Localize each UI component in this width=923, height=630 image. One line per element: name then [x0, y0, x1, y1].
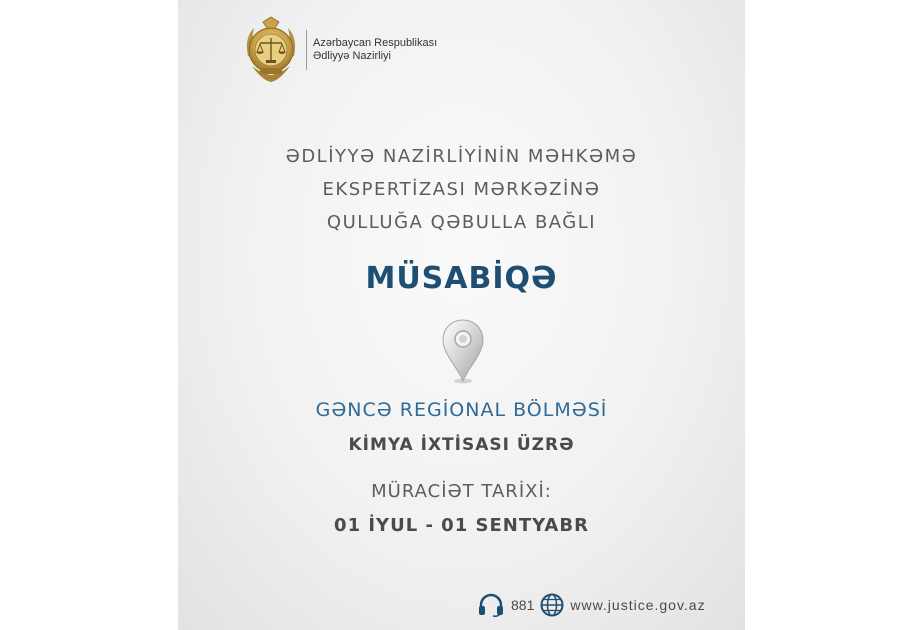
headline-line-3: QULLUĞA QƏBULLA BAĞLI: [326, 212, 597, 233]
website-link[interactable]: www.justice.gov.az: [570, 597, 706, 613]
map-pin-icon: [440, 318, 486, 384]
specialty: KİMYA İXTİSASI ÜZRƏ: [348, 435, 575, 455]
headline: [178, 140, 745, 239]
ministry-name: [313, 37, 437, 63]
logo-divider: [306, 30, 307, 70]
region-name: GƏNCƏ REGİONAL BÖLMƏSİ: [315, 399, 608, 421]
application-date-label: MÜRACİƏT TARİXİ:: [371, 481, 552, 502]
globe-icon: [540, 593, 564, 617]
poster-title: MÜSABİQƏ: [365, 261, 558, 296]
headline-line-1: ƏDLİYYƏ NAZİRLİYİNİN MƏHKƏMƏ: [285, 146, 638, 167]
contact-footer: [478, 592, 706, 618]
ministry-line-1: Azərbaycan Respublikası: [313, 37, 438, 49]
headset-icon: [478, 593, 504, 617]
hotline-number: 881: [511, 597, 535, 613]
application-date-range: 01 İYUL - 01 SENTYABR: [334, 515, 589, 536]
ministry-line-2: Ədliyyə Nazirliyi: [313, 50, 391, 62]
ministry-emblem-icon: [238, 16, 304, 84]
announcement-poster: [178, 0, 745, 630]
headline-line-2: EKSPERTİZASI MƏRKƏZİNƏ: [322, 179, 601, 200]
